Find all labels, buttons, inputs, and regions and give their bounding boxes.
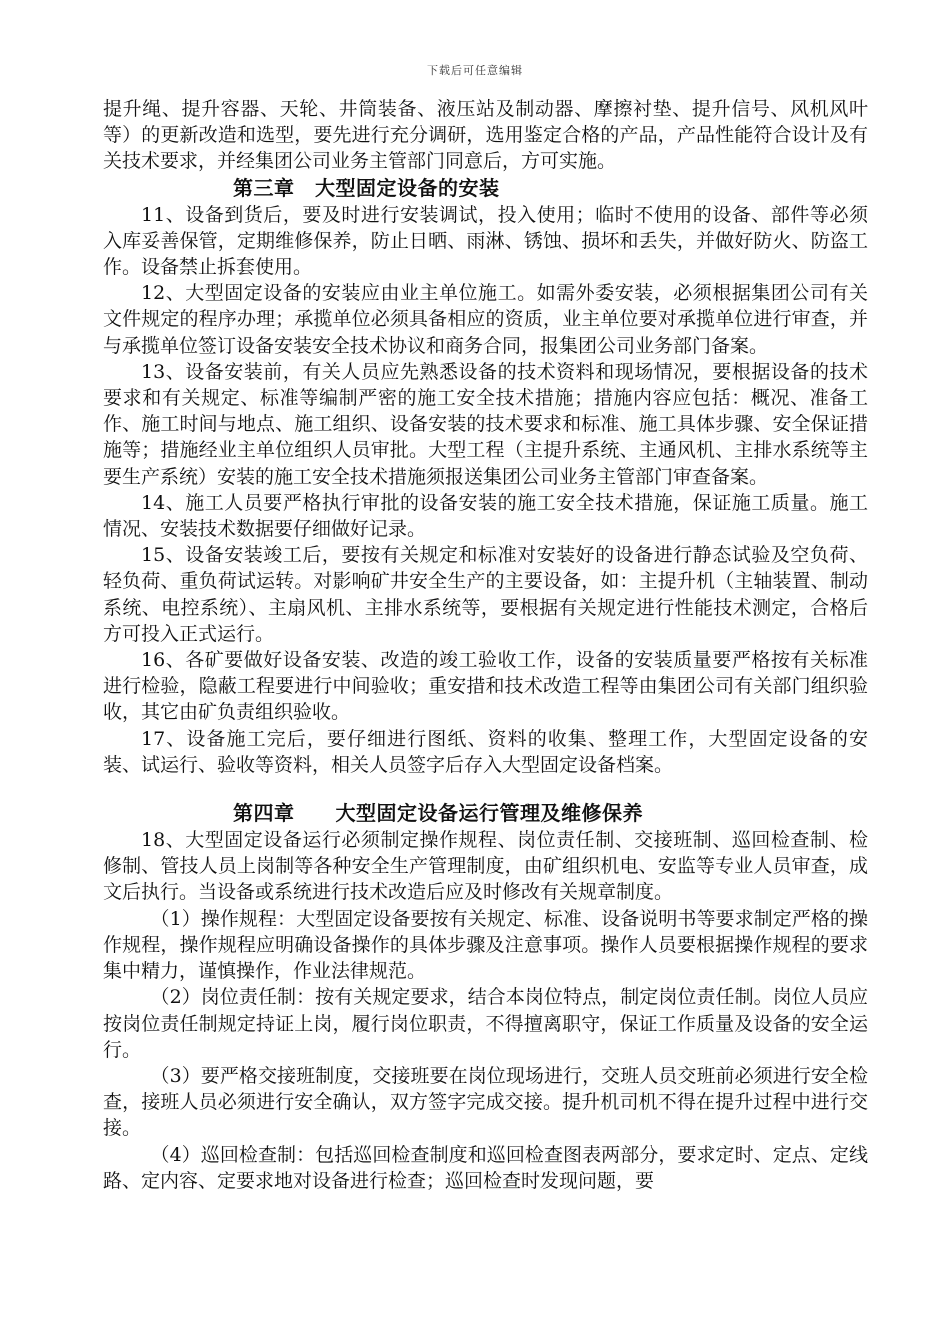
clause-18-item-1: （1）操作规程：大型固定设备要按有关规定、标准、设备说明书等要求制定严格的操作规程，操作规程应明确设备操作的具体步骤及注意事项。操作人员要根据操作规程的要求集中精力，谨慎操作，作业法律规范。 bbox=[103, 907, 868, 983]
clause-18-item-4: （4）巡回检查制：包括巡回检查制度和巡回检查图表两部分，要求定时、定点、定线路、定内容、定要求地对设备进行检查；巡回检查时发现问题，要 bbox=[103, 1143, 868, 1192]
clause-11: 11、设备到货后，要及时进行安装调试，投入使用；临时不使用的设备、部件等必须入库妥善保管，定期维修保养，防止日晒、雨淋、锈蚀、损坏和丢失，并做好防火、防盗工作。设备禁止拆套使用。 bbox=[103, 203, 868, 279]
intro-paragraph: 提升绳、提升容器、天轮、井筒装备、液压站及制动器、摩擦衬垫、提升信号、风机风叶等）的更新改造和选型，要先进行充分调研，选用鉴定合格的产品，产品性能符合设计及有关技术要求，并经集团公司业务主管部门同意后，方可实施。 bbox=[103, 98, 868, 173]
chapter-4-title: 第四章 大型固定设备运行管理及维修保养 bbox=[233, 801, 643, 826]
document-body bbox=[103, 96, 868, 1194]
page-header-note: 下载后可任意编辑 bbox=[427, 64, 523, 77]
clause-15: 15、设备安装竣工后，要按有关规定和标准对安装好的设备进行静态试验及空负荷、轻负荷、重负荷试运转。对影响矿井安全生产的主要设备，如：主提升机（主轴装置、制动系统、电控系统）、主扇风机、主排水系统等，要根据有关规定进行性能技术测定，合格后方可投入正式运行。 bbox=[103, 544, 868, 645]
clause-12: 12、大型固定设备的安装应由业主单位施工。如需外委安装，必须根据集团公司有关文件规定的程序办理；承揽单位必须具备相应的资质，业主单位要对承揽单位进行审查，并与承揽单位签订设备安装安全技术协议和商务合同，报集团公司业务部门备案。 bbox=[103, 282, 868, 357]
clause-17: 17、设备施工完后，要仔细进行图纸、资料的收集、整理工作，大型固定设备的安装、试运行、验收等资料，相关人员签字后存入大型固定设备档案。 bbox=[103, 727, 868, 776]
clause-13: 13、设备安装前，有关人员应先熟悉设备的技术资料和现场情况，要根据设备的技术要求和有关规定、标准等编制严密的施工安全技术措施；措施内容应包括：概况、准备工作、施工时间与地点、施工组织、设备安装的技术要求和标准、施工具体步骤、安全保证措施等；措施经业主单位组织人员审批。大型工程（主提升系统、主通风机、主排水系统等主要生产系统）安装的施工安全技术措施须报送集团公司业务主管部门审查备案。 bbox=[103, 360, 868, 488]
clause-16: 16、各矿要做好设备安装、改造的竣工验收工作，设备的安装质量要严格按有关标准进行检验，隐蔽工程要进行中间验收；重安措和技术改造工程等由集团公司有关部门组织验收，其它由矿负责组织验收。 bbox=[103, 649, 868, 724]
chapter-3-title: 第三章 大型固定设备的安装 bbox=[233, 175, 500, 200]
clause-18-item-2: （2）岗位责任制：按有关规定要求，结合本岗位特点，制定岗位责任制。岗位人员应按岗位责任制规定持证上岗，履行岗位职责，不得擅离职守，保证工作质量及设备的安全运行。 bbox=[103, 986, 868, 1061]
clause-18: 18、大型固定设备运行必须制定操作规程、岗位责任制、交接班制、巡回检查制、检修制、管技人员上岗制等各种安全生产管理制度，由矿组织机电、安监等专业人员审查，成文后执行。当设备或系统进行技术改造后应及时修改有关规章制度。 bbox=[103, 829, 868, 904]
clause-18-item-3: （3）要严格交接班制度，交接班要在岗位现场进行，交班人员交班前必须进行安全检查，接班人员必须进行安全确认，双方签字完成交接。提升机司机不得在提升过程中进行交接。 bbox=[103, 1064, 868, 1140]
clause-14: 14、施工人员要严格执行审批的设备安装的施工安全技术措施，保证施工质量。施工情况、安装技术数据要仔细做好记录。 bbox=[103, 491, 868, 541]
